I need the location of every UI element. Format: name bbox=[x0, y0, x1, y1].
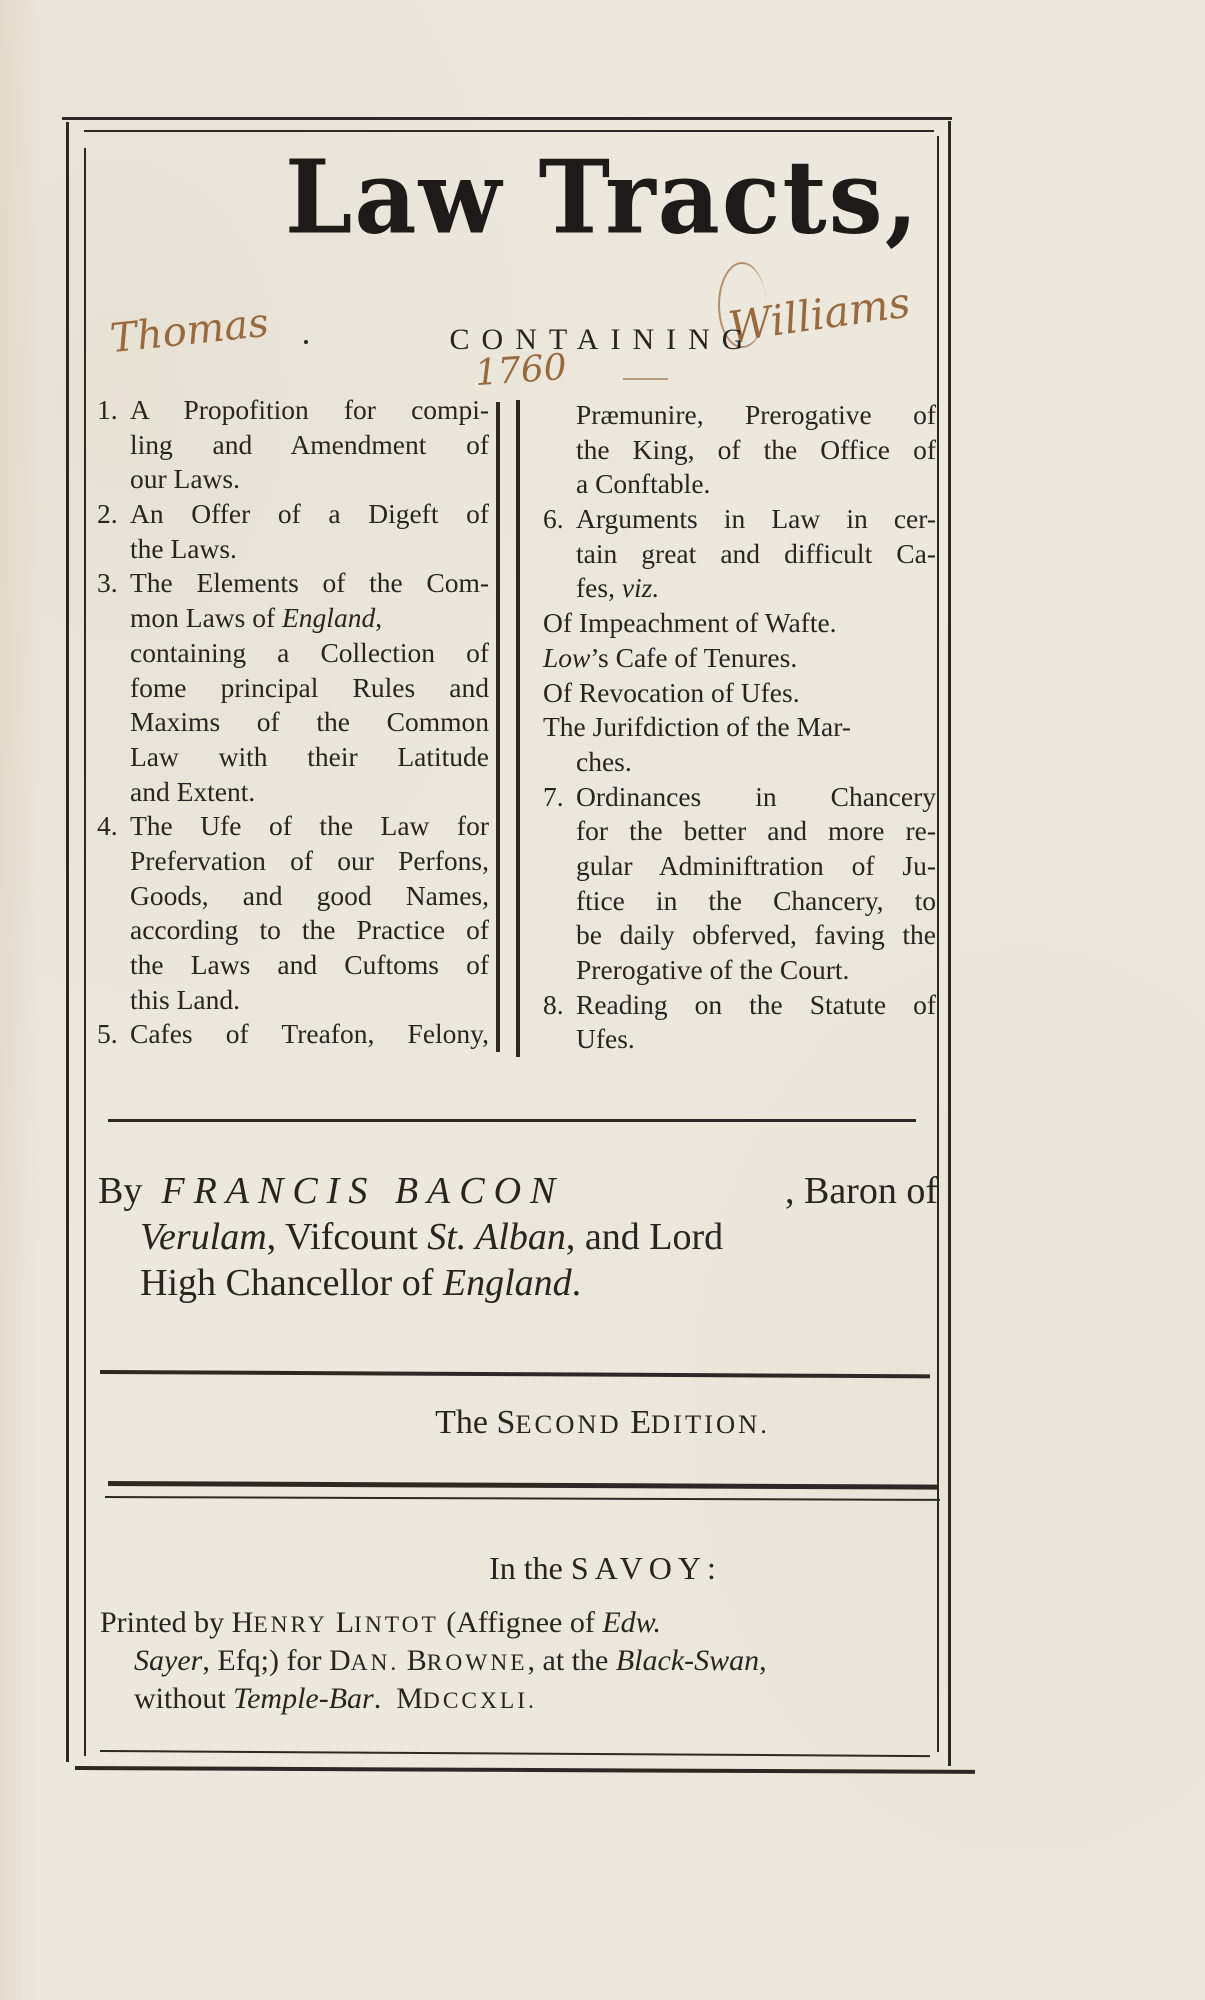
bookseller-browne-initial: B bbox=[399, 1644, 427, 1677]
contents-line bbox=[97, 705, 489, 740]
item-text: ches. bbox=[576, 745, 632, 777]
outer-frame-top bbox=[62, 117, 952, 120]
item-text: and Extent. bbox=[130, 775, 256, 807]
contents-line bbox=[543, 467, 936, 502]
imprint-period: . bbox=[373, 1682, 397, 1715]
item-text: a Conftable. bbox=[576, 468, 711, 500]
contents-line bbox=[97, 428, 489, 463]
column-divider-left bbox=[496, 402, 500, 1052]
contents-line bbox=[543, 1022, 936, 1057]
contents-line bbox=[543, 918, 936, 953]
item-number: 6. bbox=[543, 503, 564, 535]
inner-frame-top bbox=[84, 130, 934, 132]
contents-line bbox=[543, 780, 936, 815]
imprint-line-2 bbox=[134, 1642, 934, 1682]
item-text: the Laws. bbox=[130, 532, 237, 564]
item-text: Præmunire, Prerogative of bbox=[576, 399, 936, 430]
contents-line bbox=[97, 636, 489, 671]
item-text: ftice in the Chancery, to bbox=[576, 884, 936, 916]
item-text: Of Revocation of Ufes. bbox=[543, 676, 800, 708]
author-and-lord: , and Lord bbox=[565, 1216, 724, 1258]
containing-heading: CONTAINING bbox=[449, 323, 756, 356]
item-text: fome principal Rules and bbox=[130, 671, 489, 703]
bookseller-dan-rest: AN. bbox=[350, 1650, 400, 1676]
contents-line bbox=[543, 606, 936, 641]
contents-line bbox=[97, 497, 489, 532]
imprint-esq-for: , Efq;) for bbox=[202, 1644, 329, 1677]
item-text-italic: England bbox=[282, 602, 376, 634]
contents-line bbox=[543, 849, 936, 884]
rule-after-author bbox=[100, 1370, 930, 1378]
contents-line bbox=[543, 502, 936, 537]
edition-second-initial: S bbox=[496, 1404, 516, 1441]
contents-line bbox=[543, 884, 936, 919]
printer-lintot-rest: INTOT bbox=[354, 1612, 439, 1638]
contents-line bbox=[97, 775, 489, 810]
rule-after-contents bbox=[108, 1119, 916, 1122]
contents-line bbox=[543, 537, 936, 572]
contents-line bbox=[97, 948, 489, 983]
imprint-place bbox=[0, 1550, 1205, 1587]
contents-line bbox=[543, 814, 936, 849]
item-text: the King, of the Office of bbox=[576, 433, 936, 465]
author-viscount: , Vifcount bbox=[266, 1216, 428, 1258]
imprint-year-rest: DCCXLI. bbox=[422, 1688, 537, 1714]
author-chancellor: High Chancellor of bbox=[140, 1262, 443, 1304]
contents-line bbox=[97, 601, 489, 636]
contents-line bbox=[97, 913, 489, 948]
contents-line bbox=[543, 641, 936, 676]
author-line-2 bbox=[140, 1214, 938, 1260]
contents-line bbox=[543, 988, 936, 1023]
item-text: the Laws and Cuftoms of bbox=[130, 949, 489, 980]
item-text: ling and Amendment of bbox=[130, 428, 489, 460]
printer-lintot-initial: L bbox=[335, 1606, 355, 1639]
contents-left-column bbox=[97, 393, 489, 1052]
author-line-3 bbox=[140, 1260, 581, 1306]
item-number: 4. bbox=[97, 810, 118, 842]
item-text: tain great and difficult Ca- bbox=[576, 537, 936, 569]
contents-line bbox=[97, 532, 489, 567]
item-text: Prerogative of the Court. bbox=[576, 954, 850, 985]
item-text: Maxims of the Common bbox=[130, 706, 489, 738]
author-by: By bbox=[98, 1170, 143, 1212]
item-text: The Ufe of the Law for bbox=[130, 810, 489, 842]
contents-line bbox=[543, 710, 936, 745]
imprint-black-swan: Black-Swan bbox=[615, 1644, 760, 1677]
item-text: Arguments in Law in cer- bbox=[576, 503, 936, 535]
contents-line bbox=[543, 398, 936, 433]
item-text: according to the Practice of bbox=[130, 914, 489, 946]
imprint-year-initial: M bbox=[396, 1682, 423, 1715]
imprint-line-1 bbox=[100, 1604, 932, 1644]
bookseller-browne-rest: ROWNE bbox=[426, 1650, 528, 1676]
contents-line bbox=[97, 809, 489, 844]
imprint-temple-bar: Temple-Bar bbox=[233, 1682, 374, 1715]
handwritten-dash bbox=[623, 378, 668, 380]
item-text: Ordinances in Chancery bbox=[576, 780, 936, 812]
contents-line bbox=[543, 745, 936, 780]
inner-frame-right bbox=[937, 136, 939, 1752]
item-text: Ufes. bbox=[576, 1023, 635, 1055]
printer-henry-initial: H bbox=[231, 1606, 254, 1639]
imprint-edw: Edw. bbox=[602, 1606, 661, 1639]
imprint-savoy: SAVOY bbox=[570, 1550, 707, 1586]
printer-henry-rest: ENRY bbox=[253, 1612, 336, 1638]
dot-before-containing bbox=[304, 340, 308, 344]
imprint-printed-by: Printed by bbox=[100, 1606, 232, 1639]
item-text: Law with their Latitude bbox=[130, 740, 489, 772]
author-period: . bbox=[571, 1262, 582, 1304]
contents-line bbox=[97, 671, 489, 706]
item-text-italic: viz. bbox=[621, 572, 660, 604]
handwritten-year: 1760 bbox=[473, 346, 568, 395]
edition-edition-rest: DITION. bbox=[650, 1409, 770, 1439]
outer-frame-left bbox=[66, 122, 69, 1762]
item-text: A Propofition for compi- bbox=[130, 394, 489, 425]
item-text-start: fes, bbox=[576, 572, 622, 604]
item-number: 3. bbox=[97, 567, 118, 599]
author-england: England bbox=[442, 1262, 572, 1304]
item-text: containing a Collection of bbox=[130, 636, 489, 668]
contents-line bbox=[97, 740, 489, 775]
contents-line bbox=[97, 844, 489, 879]
item-text bbox=[543, 571, 936, 606]
contents-line bbox=[97, 879, 489, 914]
item-text-end: ’s Cafe of Tenures. bbox=[590, 641, 798, 673]
outer-frame-right bbox=[948, 121, 951, 1766]
item-text: for the better and more re- bbox=[576, 815, 936, 847]
item-text bbox=[97, 601, 489, 636]
item-text: this Land. bbox=[130, 983, 240, 1015]
item-text: gular Adminiftration of Ju- bbox=[576, 849, 936, 881]
contents-line bbox=[97, 566, 489, 601]
item-number: 5. bbox=[97, 1018, 118, 1050]
bookseller-dan-initial: D bbox=[328, 1644, 351, 1677]
edition-statement bbox=[0, 1404, 1205, 1442]
imprint-place-prefix: In the bbox=[489, 1550, 571, 1586]
imprint-comma: , bbox=[759, 1644, 767, 1677]
inner-frame-bottom bbox=[100, 1750, 930, 1757]
item-number: 8. bbox=[543, 988, 564, 1020]
author-name: FRANCIS BACON bbox=[161, 1170, 565, 1212]
item-number: 7. bbox=[543, 780, 564, 812]
item-text: our Laws. bbox=[130, 463, 240, 495]
item-text bbox=[543, 641, 936, 676]
inner-frame-left bbox=[84, 148, 86, 1756]
item-text: Cafes of Treafon, Felony, bbox=[130, 1018, 489, 1050]
edition-edition-initial: E bbox=[630, 1404, 651, 1441]
item-text: Goods, and good Names, bbox=[130, 879, 489, 911]
item-text: Reading on the Statute of bbox=[576, 988, 936, 1020]
contents-line bbox=[543, 571, 936, 606]
item-text: Prefervation of our Perfons, bbox=[130, 844, 489, 876]
contents-line bbox=[543, 433, 936, 468]
contents-line bbox=[543, 953, 936, 988]
imprint-sayer: Sayer bbox=[134, 1644, 203, 1677]
imprint-without: without bbox=[134, 1682, 234, 1715]
contents-right-column bbox=[543, 398, 936, 1057]
imprint-assignee: (Affignee of bbox=[438, 1606, 603, 1639]
thin-rule-after-edition bbox=[105, 1496, 940, 1501]
imprint-at-the: , at the bbox=[527, 1644, 616, 1677]
item-text: Of Impeachment of Wafte. bbox=[543, 607, 837, 639]
item-text-end: , bbox=[375, 602, 383, 634]
book-title: Law Tracts, bbox=[284, 138, 921, 257]
edition-second-rest: ECOND bbox=[515, 1409, 622, 1439]
imprint-line-3 bbox=[134, 1680, 537, 1720]
item-text: An Offer of a Digeft of bbox=[130, 498, 489, 530]
outer-frame-bottom bbox=[75, 1766, 975, 1774]
author-st-alban: St. Alban bbox=[427, 1216, 566, 1258]
author-line-1 bbox=[98, 1168, 938, 1214]
handwritten-last-name: Williams bbox=[725, 277, 914, 352]
item-text-italic: Low bbox=[543, 641, 591, 673]
handwritten-first-name: Thomas bbox=[108, 299, 271, 363]
contents-line bbox=[97, 1017, 489, 1052]
edition-the: The bbox=[435, 1404, 497, 1441]
contents-line bbox=[97, 393, 489, 428]
item-text-start: mon Laws of bbox=[130, 602, 282, 634]
author-title-baron: , Baron of bbox=[784, 1170, 938, 1212]
contents-line bbox=[543, 676, 936, 711]
item-number: 1. bbox=[97, 394, 118, 425]
contents-line bbox=[97, 462, 489, 497]
thick-rule-after-edition bbox=[108, 1481, 938, 1490]
author-verulam: Verulam bbox=[140, 1216, 267, 1258]
column-divider-right bbox=[516, 400, 520, 1057]
item-text: The Elements of the Com- bbox=[130, 567, 489, 599]
item-number: 2. bbox=[97, 498, 118, 530]
item-text: The Jurifdiction of the Mar- bbox=[543, 711, 851, 743]
contents-line bbox=[97, 983, 489, 1018]
imprint-colon: : bbox=[706, 1550, 716, 1586]
item-text: be daily obferved, faving the bbox=[576, 919, 936, 951]
